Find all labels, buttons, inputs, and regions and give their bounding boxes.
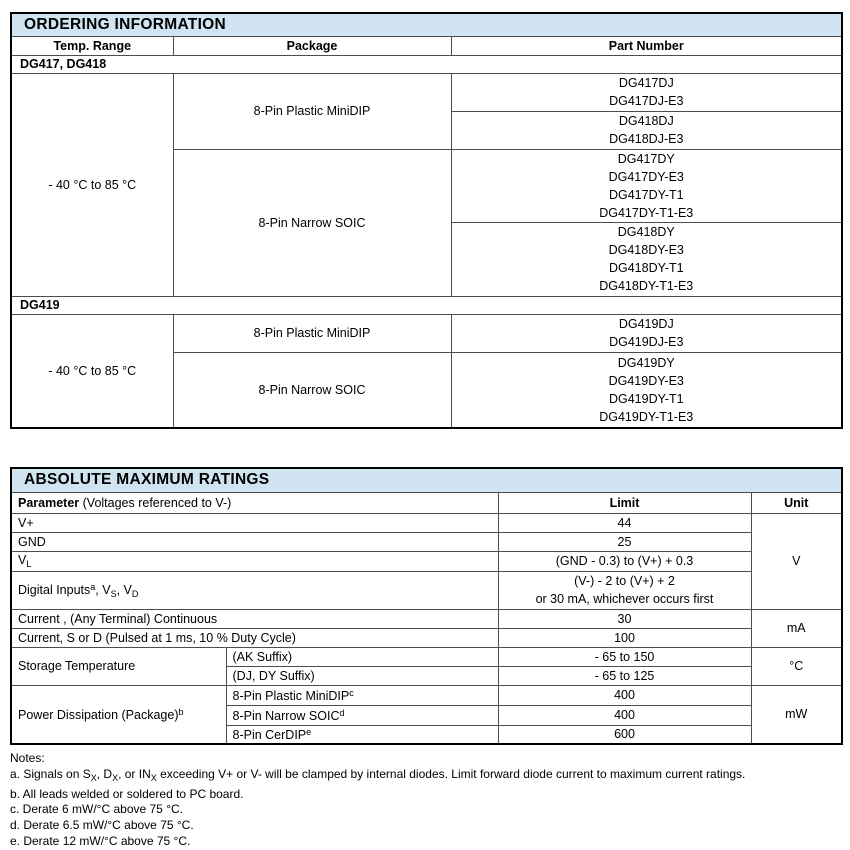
part-numbers-dg417dy: DG417DY DG417DY-E3 DG417DY-T1 DG417DY-T1-E3 <box>451 149 842 222</box>
limit-power-cerdip: 600 <box>498 725 751 744</box>
package-cell-minidip-dg419: 8-Pin Plastic MiniDIP <box>173 314 451 352</box>
package-cell-minidip-dg417-dg418: 8-Pin Plastic MiniDIP <box>173 73 451 149</box>
subparameter-ak-suffix: (AK Suffix) <box>226 647 498 666</box>
part-numbers-dg418dj: DG418DJ DG418DJ-E3 <box>451 111 842 149</box>
note-d: d. Derate 6.5 mW/°C above 75 °C. <box>10 818 194 833</box>
part-numbers-dg419dj: DG419DJ DG419DJ-E3 <box>451 314 842 352</box>
column-header-package: Package <box>173 36 451 55</box>
note-a: a. Signals on $S_X$, $D_X$, or $IN_X$ exceeding V+ or V- will be clamped by internal diodes. Limit forward diode current to maximum current ratings. <box>10 766 746 783</box>
parameter-power-dissipation: Power Dissipation (Package)$^b$ <box>11 685 226 744</box>
limit-power-minidip: 400 <box>498 685 751 705</box>
limit-gnd: 25 <box>498 532 751 551</box>
parameter-gnd: GND <box>11 532 498 551</box>
limit-vl: (GND - 0.3) to (V+) + 0.3 <box>498 551 751 571</box>
temp-range-cell-dg419: - 40 °C to 85 °C <box>11 314 173 428</box>
note-b: b. All leads welded or soldered to PC board. <box>10 786 244 801</box>
notes-label: Notes: <box>10 751 45 765</box>
part-numbers-dg419dy: DG419DY DG419DY-E3 DG419DY-T1 DG419DY-T1-E3 <box>451 352 842 428</box>
parameter-vplus: V+ <box>11 513 498 532</box>
notes-section <box>10 751 841 850</box>
limit-storage-ak: - 65 to 150 <box>498 647 751 666</box>
ratings-table-title: ABSOLUTE MAXIMUM RATINGS <box>11 468 842 492</box>
note-c: c. Derate 6 mW/°C above 75 °C. <box>10 802 183 817</box>
parameter-storage-temperature: Storage Temperature <box>11 647 226 685</box>
part-numbers-dg418dy: DG418DY DG418DY-E3 DG418DY-T1 DG418DY-T1-E3 <box>451 222 842 296</box>
column-header-unit: Unit <box>751 492 842 513</box>
parameter-digital-inputs: Digital Inputs$^a$, $V_S$, $V_D$ <box>11 571 498 609</box>
unit-milliwatts: mW <box>751 685 842 744</box>
package-cell-soic-dg419: 8-Pin Narrow SOIC <box>173 352 451 428</box>
subparameter-minidip: 8-Pin Plastic MiniDIP$^c$ <box>226 685 498 705</box>
temp-range-cell-dg417-dg418: - 40 °C to 85 °C <box>11 73 173 296</box>
unit-celsius: °C <box>751 647 842 685</box>
limit-current-continuous: 30 <box>498 609 751 628</box>
part-numbers-dg417dj: DG417DJ DG417DJ-E3 <box>451 73 842 111</box>
unit-volts: V <box>751 513 842 609</box>
parameter-current-continuous: Current , (Any Terminal) Continuous <box>11 609 498 628</box>
column-header-parameter: Parameter (Voltages referenced to V-) <box>11 492 498 513</box>
group-label-dg417-dg418: DG417, DG418 <box>11 55 842 73</box>
package-cell-soic-dg417-dg418: 8-Pin Narrow SOIC <box>173 149 451 296</box>
group-label-dg419: DG419 <box>11 296 842 314</box>
limit-current-pulsed: 100 <box>498 628 751 647</box>
note-e: e. Derate 12 mW/°C above 75 °C. <box>10 833 191 848</box>
limit-digital-inputs: (V-) - 2 to (V+) + 2 or 30 mA, whichever occurs first <box>498 571 751 609</box>
absolute-maximum-ratings-table <box>10 467 843 745</box>
subparameter-dj-dy-suffix: (DJ, DY Suffix) <box>226 666 498 685</box>
subparameter-soic: 8-Pin Narrow SOIC$^d$ <box>226 705 498 725</box>
limit-storage-dj-dy: - 65 to 125 <box>498 666 751 685</box>
limit-vplus: 44 <box>498 513 751 532</box>
parameter-current-pulsed: Current, S or D (Pulsed at 1 ms, 10 % Duty Cycle) <box>11 628 498 647</box>
column-header-limit: Limit <box>498 492 751 513</box>
parameter-vl: $V_L$ <box>11 551 498 571</box>
limit-power-soic: 400 <box>498 705 751 725</box>
ordering-table-title: ORDERING INFORMATION <box>11 13 842 36</box>
subparameter-cerdip: 8-Pin CerDIP$^e$ <box>226 725 498 744</box>
unit-milliamps: mA <box>751 609 842 647</box>
column-header-temp-range: Temp. Range <box>11 36 173 55</box>
ordering-information-table <box>10 12 843 429</box>
column-header-part-number: Part Number <box>451 36 842 55</box>
